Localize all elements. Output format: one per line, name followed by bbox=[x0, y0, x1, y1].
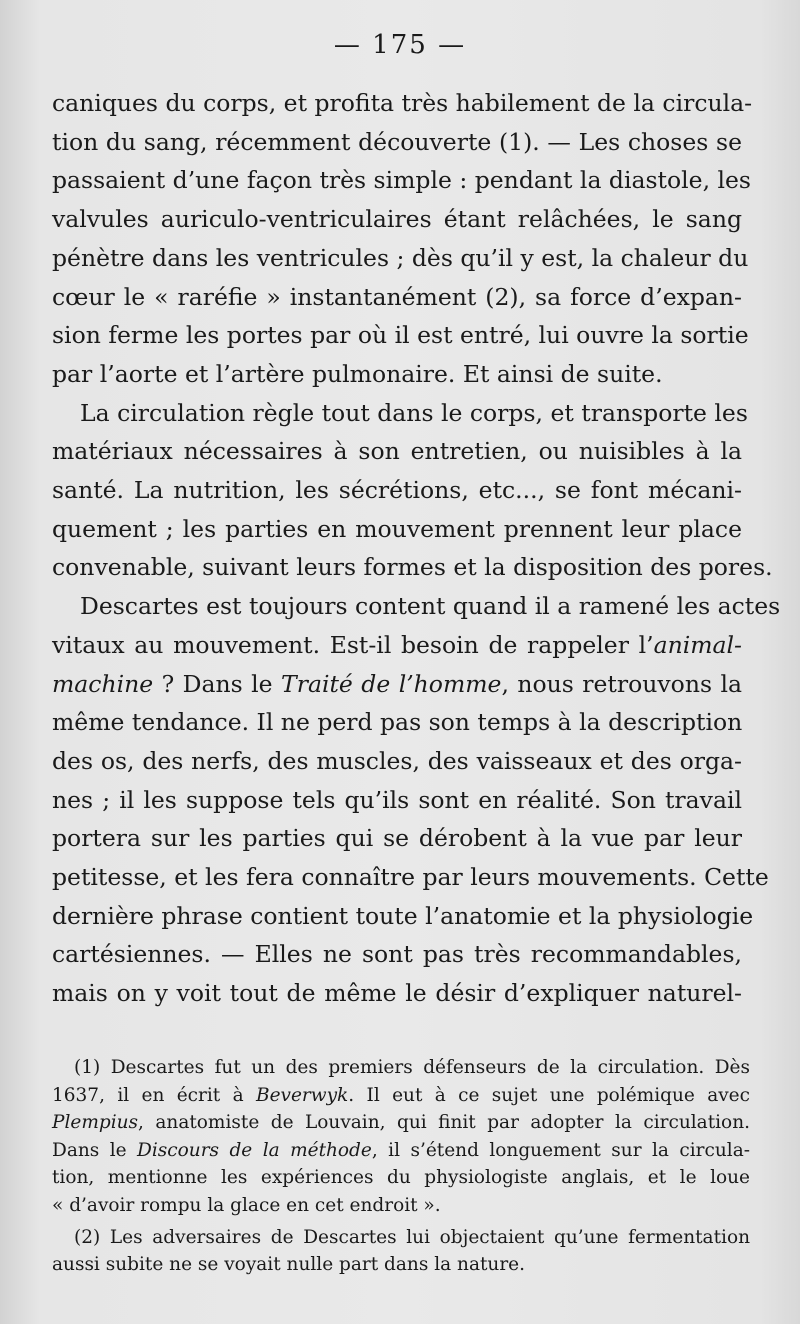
footnote-line bbox=[52, 1109, 750, 1137]
text-line: cartésiennes. — Elles ne sont pas très recommandables, bbox=[52, 940, 742, 969]
text-line: quement ; les parties en mouvement prennent leur place bbox=[52, 514, 742, 543]
text-line: valvules auriculo-ventriculaires étant relâchées, le sang bbox=[52, 205, 742, 234]
text-segment: , nous retrouvons la bbox=[501, 669, 742, 698]
paragraph-1 bbox=[52, 84, 753, 394]
text-line: pénètre dans les ventricules ; dès qu’il y est, la chaleur du bbox=[52, 243, 749, 272]
footnote-line: (1) Descartes fut un des premiers défenseurs de la circulation. Dès bbox=[74, 1057, 750, 1078]
text-line: même tendance. Il ne perd pas son temps à la description bbox=[52, 708, 743, 737]
text-segment: 1637, il en écrit à bbox=[52, 1084, 256, 1106]
text-segment: ? Dans le bbox=[153, 669, 282, 698]
text-line: convenable, suivant leurs formes et la disposition des pores. bbox=[52, 553, 773, 582]
text-line: tion du sang, récemment découverte (1). — Les choses se bbox=[52, 127, 742, 156]
text-line: cœur le « raréfie » instantanément (2), sa force d’expan- bbox=[52, 282, 742, 311]
text-line: matériaux nécessaires à son entretien, ou nuisibles à la bbox=[52, 437, 742, 466]
paragraph-2 bbox=[52, 394, 773, 588]
main-text bbox=[52, 84, 781, 1013]
footnote-2 bbox=[52, 1224, 750, 1279]
text-line: des os, des nerfs, des muscles, des vaisseaux et des orga- bbox=[52, 746, 742, 775]
text-line: portera sur les parties qui se dérobent à la vue par leur bbox=[52, 824, 742, 853]
italic-title: Discours de la méthode bbox=[137, 1139, 372, 1161]
footnote-line: tion, mentionne les expériences du physiologiste anglais, et le loue bbox=[52, 1167, 750, 1189]
text-line: nes ; il les suppose tels qu’ils sont en réalité. Son travail bbox=[52, 785, 742, 814]
text-line: par l’aorte et l’artère pulmonaire. Et ainsi de suite. bbox=[52, 359, 663, 388]
text-line: santé. La nutrition, les sécrétions, etc..., se font mécani- bbox=[52, 476, 742, 505]
italic-title: Traité de l’homme bbox=[281, 669, 502, 698]
italic-name: Plempius bbox=[52, 1112, 139, 1134]
text-segment: , anatomiste de Louvain, qui finit par adopter la circulation. bbox=[138, 1112, 750, 1134]
text-line: sion ferme les portes par où il est entré, lui ouvre la sortie bbox=[52, 321, 749, 350]
text-segment: . Il eut à ce sujet une polémique avec bbox=[348, 1084, 750, 1106]
text-line: dernière phrase contient toute l’anatomie et la physiologie bbox=[52, 901, 754, 930]
text-line: petitesse, et les fera connaître par leurs mouvements. Cette bbox=[52, 863, 769, 892]
text-line: mais on y voit tout de même le désir d’expliquer naturel- bbox=[52, 979, 742, 1008]
text-line: passaient d’une façon très simple : pendant la diastole, les bbox=[52, 166, 751, 195]
footnote-line bbox=[52, 1137, 750, 1165]
paragraph-3 bbox=[52, 587, 781, 1013]
text-line bbox=[52, 626, 742, 665]
page-number: — 175 — bbox=[333, 30, 467, 60]
text-line: La circulation règle tout dans le corps, et transporte les bbox=[80, 398, 748, 427]
footnotes bbox=[52, 1054, 750, 1283]
footnote-line bbox=[52, 1082, 750, 1110]
italic-term: animal- bbox=[653, 630, 742, 659]
text-segment: vitaux au mouvement. Est-il besoin de rappeler l’ bbox=[52, 630, 654, 659]
text-segment: , il s’étend longuement sur la circula- bbox=[371, 1139, 750, 1161]
footnote-line: « d’avoir rompu la glace en cet endroit ». bbox=[52, 1194, 441, 1216]
footnote-line: aussi subite ne se voyait nulle part dans la nature. bbox=[52, 1254, 526, 1276]
text-line: caniques du corps, et profita très habilement de la circula- bbox=[52, 89, 753, 117]
footnote-line: (2) Les adversaires de Descartes lui objectaient qu’une fermentation bbox=[74, 1226, 750, 1248]
text-line bbox=[52, 665, 742, 704]
text-segment: Dans le bbox=[52, 1139, 138, 1161]
italic-term: machine bbox=[52, 669, 154, 698]
text-line: Descartes est toujours content quand il a ramené les actes bbox=[80, 592, 781, 621]
italic-name: Beverwyk bbox=[255, 1084, 349, 1106]
footnote-1 bbox=[52, 1054, 750, 1220]
